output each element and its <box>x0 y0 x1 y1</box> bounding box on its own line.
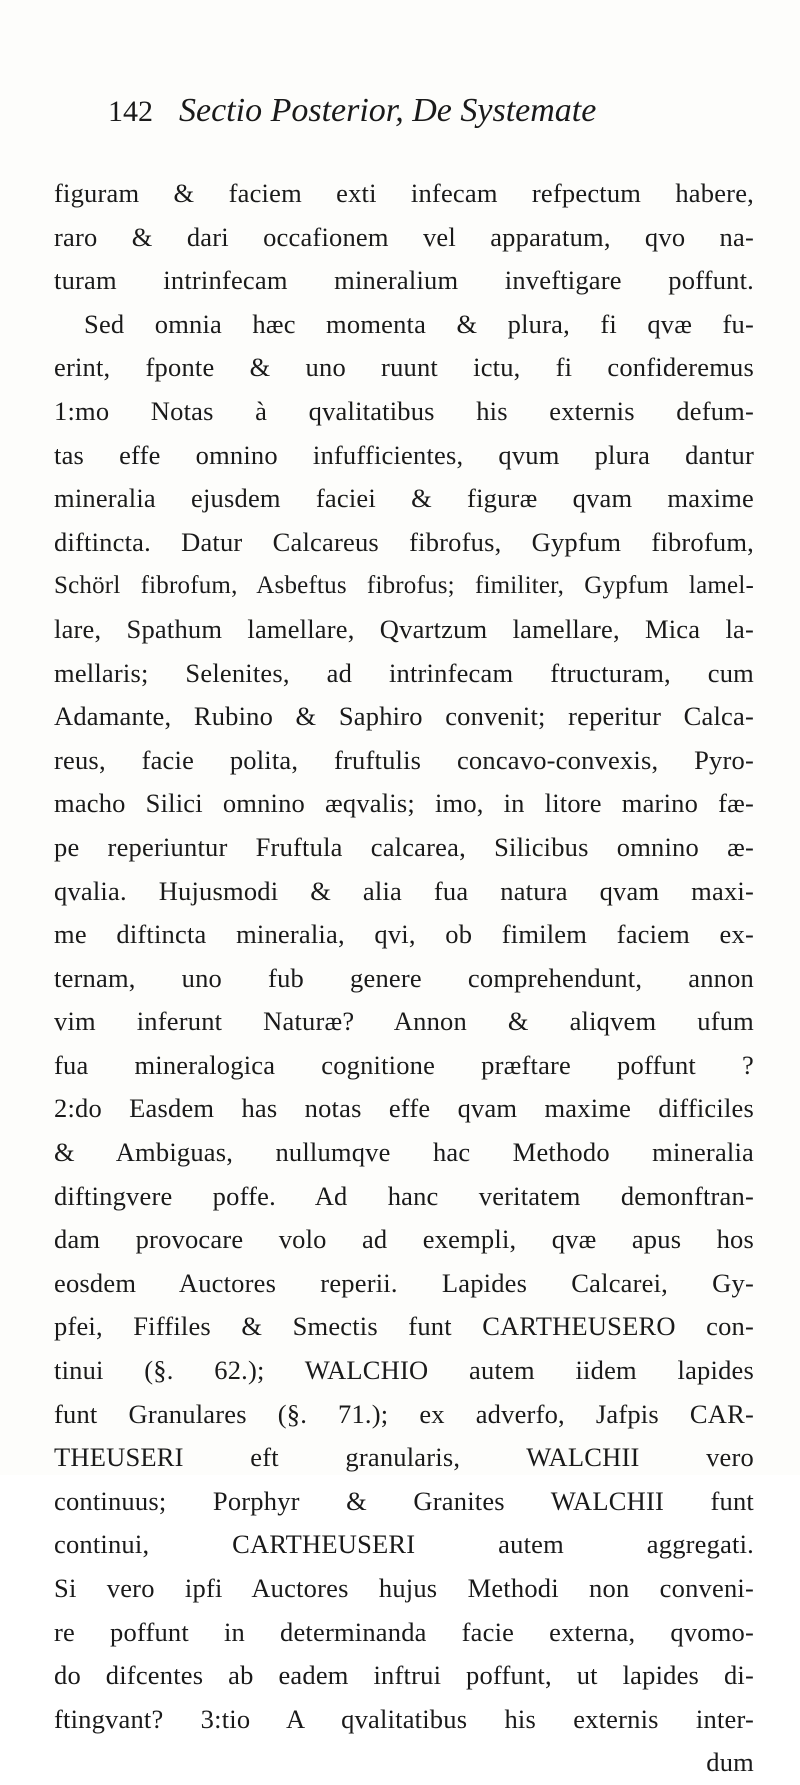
text-line: mineralia ejusdem faciei & figuræ qvam maxime <box>54 483 754 514</box>
text-line: pe reperiuntur Fruftula calcarea, Silicibus omnino æ- <box>54 831 754 862</box>
text-line: diftincta. Datur Calcareus fibrofus, Gypfum fibrofum, <box>54 526 754 557</box>
text-line: continui, CARTHEUSERI autem aggregati. <box>54 1529 754 1560</box>
catchword: dum <box>706 1747 754 1778</box>
text-line: me diftincta mineralia, qvi, ob fimilem faciem ex- <box>54 919 754 950</box>
text-line: diftingvere poffe. Ad hanc veritatem demonftran- <box>54 1180 754 1211</box>
text-line: Sed omnia hæc momenta & plura, fi qvæ fu- <box>84 308 754 339</box>
text-line: funt Granulares (§. 71.); ex adverfo, Jafpis CAR- <box>54 1398 754 1429</box>
text-line: 1:mo Notas à qvalitatibus his externis defum- <box>54 395 754 426</box>
text-line: do difcentes ab eadem inftrui poffunt, ut lapides di- <box>54 1660 754 1691</box>
text-line: Adamante, Rubino & Saphiro convenit; reperitur Calca- <box>54 701 754 732</box>
text-line: eosdem Auctores reperii. Lapides Calcarei, Gy- <box>54 1267 754 1298</box>
text-line: & Ambiguas, nullumqve hac Methodo mineralia <box>54 1137 754 1168</box>
text-line: ternam, uno fub genere comprehendunt, annon <box>54 962 754 993</box>
text-line: tinui (§. 62.); WALCHIO autem iidem lapides <box>54 1355 754 1386</box>
text-line: macho Silici omnino æqvalis; imo, in litore marino fæ- <box>54 788 754 819</box>
text-line: tas effe omnino infufficientes, qvum plura dantur <box>54 439 754 470</box>
text-line: Schörl fibrofum, Asbeftus fibrofus; fimiliter, Gypfum lamel- <box>54 572 754 600</box>
text-line: ftingvant? 3:tio A qvalitatibus his externis inter- <box>54 1703 754 1734</box>
text-line: erint, fponte & uno ruunt ictu, fi confideremus <box>54 352 754 383</box>
text-line: reus, facie polita, fruftulis concavo-convexis, Pyro- <box>54 744 754 775</box>
text-line: dam provocare volo ad exempli, qvæ apus hos <box>54 1224 754 1255</box>
text-line: 2:do Easdem has notas effe qvam maxime difficiles <box>54 1093 754 1124</box>
text-line: continuus; Porphyr & Granites WALCHII funt <box>54 1485 754 1516</box>
body-text <box>54 172 754 1785</box>
text-line: re poffunt in determinanda facie externa, qvomo- <box>54 1616 754 1647</box>
page-number: 142 <box>108 95 153 128</box>
text-line: mellaris; Selenites, ad intrinfecam ftructuram, cum <box>54 657 754 688</box>
text-line: THEUSERI eft granularis, WALCHII vero <box>54 1442 754 1473</box>
text-line: raro & dari occafionem vel apparatum, qvo na- <box>54 221 754 252</box>
text-line: turam intrinfecam mineralium inveftigare poffunt. <box>54 265 754 296</box>
running-header <box>108 92 748 142</box>
text-line: vim inferunt Naturæ? Annon & aliqvem ufum <box>54 1006 754 1037</box>
text-line: Si vero ipfi Auctores hujus Methodi non conveni- <box>54 1573 754 1603</box>
text-line: qvalia. Hujusmodi & alia fua natura qvam maxi- <box>54 875 754 906</box>
running-title: Sectio Posterior, De Systemate <box>179 92 597 129</box>
text-line: figuram & faciem exti infecam refpectum habere, <box>54 178 754 208</box>
text-line: lare, Spathum lamellare, Qvartzum lamellare, Mica la- <box>54 613 754 644</box>
text-line: fua mineralogica cognitione præftare poffunt ? <box>54 1049 754 1080</box>
text-line: pfei, Fiffiles & Smectis funt CARTHEUSERO con- <box>54 1311 754 1342</box>
